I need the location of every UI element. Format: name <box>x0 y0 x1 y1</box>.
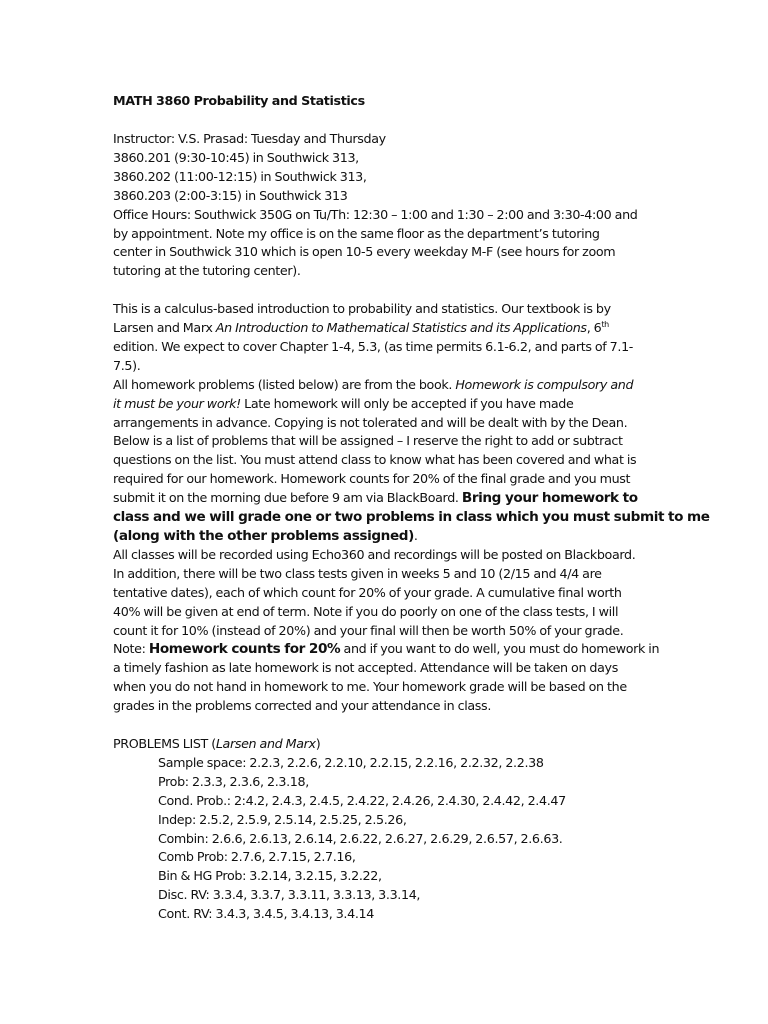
problem-item-prob: Prob: 2.3.3, 2.3.6, 2.3.18, <box>158 773 309 789</box>
intro-line: edition. We expect to cover Chapter 1-4, 5.3, (as time permits 6.1-6.2, and parts of 7.1- <box>113 338 634 354</box>
problem-item-sample-space: Sample space: 2.2.3, 2.2.6, 2.2.10, 2.2.15, 2.2.16, 2.2.32, 2.2.38 <box>158 754 544 770</box>
homework-text: Late homework will only be accepted if you have made <box>240 395 574 411</box>
problem-item-comb-prob: Comb Prob: 2.7.6, 2.7.15, 2.7.16, <box>158 849 356 865</box>
homework-line: questions on the list. You must attend class to know what has been covered and what is <box>113 452 637 468</box>
paragraph-gap <box>113 281 658 300</box>
homework-bold-note: Bring your homework to <box>461 490 638 507</box>
problem-item-cont-rv: Cont. RV: 3.4.3, 3.4.5, 3.4.13, 3.4.14 <box>158 906 374 922</box>
grading-line: All classes will be recorded using Echo360 and recordings will be posted on Blackboard. <box>113 546 636 562</box>
problems-header-text: ) <box>315 735 321 751</box>
homework-line <box>113 489 658 508</box>
office-hours-line: tutoring at the tutoring center). <box>113 263 301 279</box>
grading-line <box>113 640 658 659</box>
homework-paragraph <box>113 376 710 546</box>
intro-line <box>113 319 658 338</box>
homework-line: required for our homework. Homework counts for 20% of the final grade and you must <box>113 471 631 487</box>
homework-text: . <box>413 528 418 544</box>
grading-text: and if you want to do well, you must do homework in <box>340 641 660 657</box>
homework-bold-note: class and we will grade one or two problems in class which you must submit to me <box>113 509 710 526</box>
intro-text: Larsen and Marx <box>113 320 216 336</box>
document-title: MATH 3860 Probability and Statistics <box>113 93 365 108</box>
instructor-line: Instructor: V.S. Prasad: Tuesday and Thursday <box>113 131 386 146</box>
section-201: 3860.201 (9:30-10:45) in Southwick 313, <box>113 149 359 165</box>
office-hours-line: Office Hours: Southwick 350G on Tu/Th: 12:30 – 1:00 and 1:30 – 2:00 and 3:30-4:00 and <box>113 206 638 222</box>
homework-line: Below is a list of problems that will be assigned – I reserve the right to add or subtract <box>113 433 623 449</box>
problems-list <box>113 735 658 924</box>
edition-superscript: th <box>601 319 609 329</box>
office-hours-line: by appointment. Note my office is on the same floor as the department’s tutoring <box>113 225 600 241</box>
homework-line <box>113 395 658 414</box>
intro-line: 7.5). <box>113 357 141 373</box>
problems-header-text: PROBLEMS LIST ( <box>113 735 216 751</box>
problems-header <box>113 735 658 754</box>
problems-header-source: Larsen and Marx <box>215 735 316 751</box>
paragraph-gap <box>113 716 658 735</box>
problem-item-disc-rv: Disc. RV: 3.3.4, 3.3.7, 3.3.11, 3.3.13, 3.3.14, <box>158 887 421 903</box>
grading-line: tentative dates), each of which count for 20% of your grade. A cumulative final worth <box>113 584 622 600</box>
problem-item-cond-prob: Cond. Prob.: 2:4.2, 2.4.3, 2.4.5, 2.4.22, 2.4.26, 2.4.30, 2.4.42, 2.4.47 <box>158 792 566 808</box>
homework-emphasis: Homework is compulsory and <box>455 376 634 392</box>
office-hours-line: center in Southwick 310 which is open 10-5 every weekday M-F (see hours for zoom <box>113 244 616 260</box>
grading-text: Note: <box>113 641 149 657</box>
problem-item-combin: Combin: 2.6.6, 2.6.13, 2.6.14, 2.6.22, 2.6.27, 2.6.29, 2.6.57, 2.6.63. <box>158 830 563 846</box>
grading-line: grades in the problems corrected and your attendance in class. <box>113 698 492 714</box>
homework-bold-note: (along with the other problems assigned) <box>113 528 414 545</box>
intro-paragraph <box>113 300 658 376</box>
grading-line: count it for 10% (instead of 20%) and your final will then be worth 50% of your grade. <box>113 622 624 638</box>
homework-weight-note: Homework counts for 20% <box>148 641 341 658</box>
section-202: 3860.202 (11:00-12:15) in Southwick 313, <box>113 168 367 184</box>
homework-line: arrangements in advance. Copying is not tolerated and will be dealt with by the Dean. <box>113 414 628 430</box>
homework-text: All homework problems (listed below) are from the book. <box>113 376 456 392</box>
textbook-title: An Introduction to Mathematical Statistics and its Applications <box>215 320 587 336</box>
intro-line: This is a calculus-based introduction to probability and statistics. Our textbook is by <box>113 301 611 317</box>
problem-item-bin-hg-prob: Bin & HG Prob: 3.2.14, 3.2.15, 3.2.22, <box>158 868 382 884</box>
grading-line: when you do not hand in homework to me. Your homework grade will be based on the <box>113 679 627 695</box>
document-page <box>113 92 710 924</box>
grading-line: 40% will be given at end of term. Note if you do poorly on one of the class tests, I will <box>113 603 619 619</box>
homework-text: submit it on the morning due before 9 am via BlackBoard. <box>113 490 462 506</box>
section-203: 3860.203 (2:00-3:15) in Southwick 313 <box>113 187 348 203</box>
homework-emphasis: it must be your work! <box>113 395 241 411</box>
grading-line: In addition, there will be two class tests given in weeks 5 and 10 (2/15 and 4/4 are <box>113 565 602 581</box>
grading-paragraph <box>113 546 658 716</box>
instructor-block <box>113 130 658 281</box>
homework-line <box>113 376 658 395</box>
homework-line <box>113 527 658 546</box>
problem-item-indep: Indep: 2.5.2, 2.5.9, 2.5.14, 2.5.25, 2.5.26, <box>158 811 407 827</box>
grading-line: a timely fashion as late homework is not accepted. Attendance will be taken on days <box>113 660 618 676</box>
intro-text: , 6 <box>586 320 602 336</box>
